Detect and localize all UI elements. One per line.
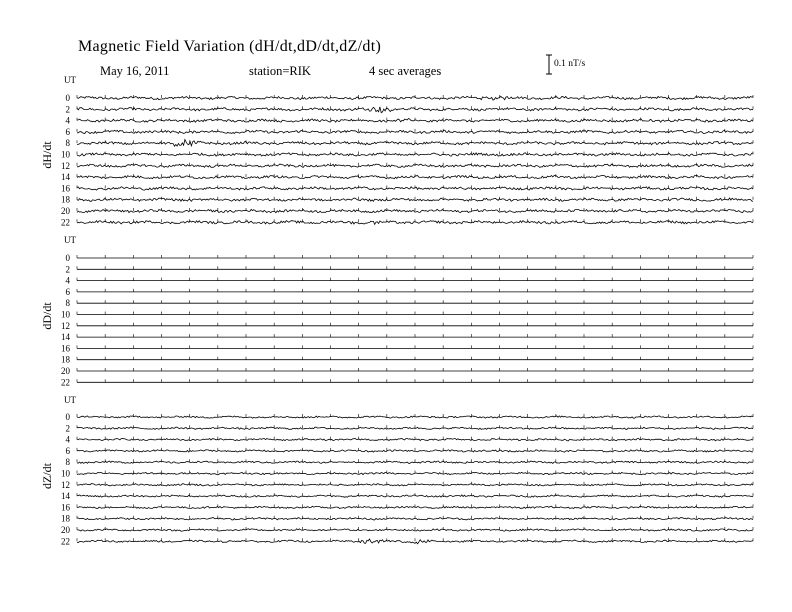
row-label-dz-dt: 22 (61, 536, 70, 547)
row-label-dh-dt: 10 (61, 149, 70, 160)
row-label-dd-dt: 16 (61, 343, 70, 354)
ut-axis-label-dh-dt: UT (64, 75, 76, 85)
row-label-dz-dt: 8 (65, 457, 70, 468)
row-label-dd-dt: 18 (61, 354, 70, 365)
row-label-dd-dt: 8 (65, 298, 70, 309)
trace-dh-dt (77, 96, 753, 100)
row-label-dh-dt: 18 (61, 194, 70, 205)
station-label: station=RIK (249, 64, 311, 78)
row-label-dz-dt: 18 (61, 513, 70, 524)
row-label-dd-dt: 22 (61, 377, 70, 388)
row-label-dh-dt: 4 (65, 115, 70, 126)
row-label-dz-dt: 4 (65, 434, 70, 445)
averaging-label: 4 sec averages (369, 64, 442, 78)
row-label-dz-dt: 14 (61, 491, 70, 502)
row-label-dz-dt: 6 (65, 445, 70, 456)
row-label-dd-dt: 20 (61, 366, 70, 376)
row-label-dd-dt: 2 (65, 264, 70, 275)
row-label-dd-dt: 4 (65, 275, 70, 286)
y-axis-label-dz-dt: dZ/dt (40, 463, 54, 489)
row-label-dh-dt: 8 (65, 138, 70, 149)
row-label-dz-dt: 2 (65, 423, 70, 434)
chart-title: Magnetic Field Variation (dH/dt,dD/dt,dZ/dt) (78, 38, 382, 55)
row-label-dh-dt: 6 (65, 126, 70, 137)
row-label-dz-dt: 12 (61, 479, 70, 490)
trace-dz-dt (77, 472, 753, 474)
row-label-dh-dt: 14 (61, 172, 70, 183)
row-label-dz-dt: 20 (61, 525, 70, 535)
ut-axis-label-dz-dt: UT (64, 395, 76, 405)
row-label-dh-dt: 22 (61, 217, 70, 228)
row-label-dh-dt: 2 (65, 104, 70, 115)
row-label-dh-dt: 20 (61, 206, 70, 216)
row-label-dd-dt: 10 (61, 309, 70, 320)
row-label-dd-dt: 6 (65, 286, 70, 297)
row-label-dh-dt: 12 (61, 160, 70, 171)
row-label-dz-dt: 0 (65, 412, 70, 422)
scale-bar-label: 0.1 nT/s (554, 59, 586, 69)
row-label-dh-dt: 16 (61, 183, 70, 194)
row-label-dd-dt: 14 (61, 332, 70, 343)
row-label-dd-dt: 12 (61, 320, 70, 331)
y-axis-label-dd-dt: dD/dt (40, 302, 54, 330)
row-label-dd-dt: 0 (65, 253, 70, 263)
row-label-dh-dt: 0 (65, 93, 70, 103)
row-label-dz-dt: 16 (61, 502, 70, 513)
date-label: May 16, 2011 (100, 64, 170, 78)
row-label-dz-dt: 10 (61, 468, 70, 479)
ut-axis-label-dd-dt: UT (64, 235, 76, 245)
y-axis-label-dh-dt: dH/dt (40, 141, 54, 169)
